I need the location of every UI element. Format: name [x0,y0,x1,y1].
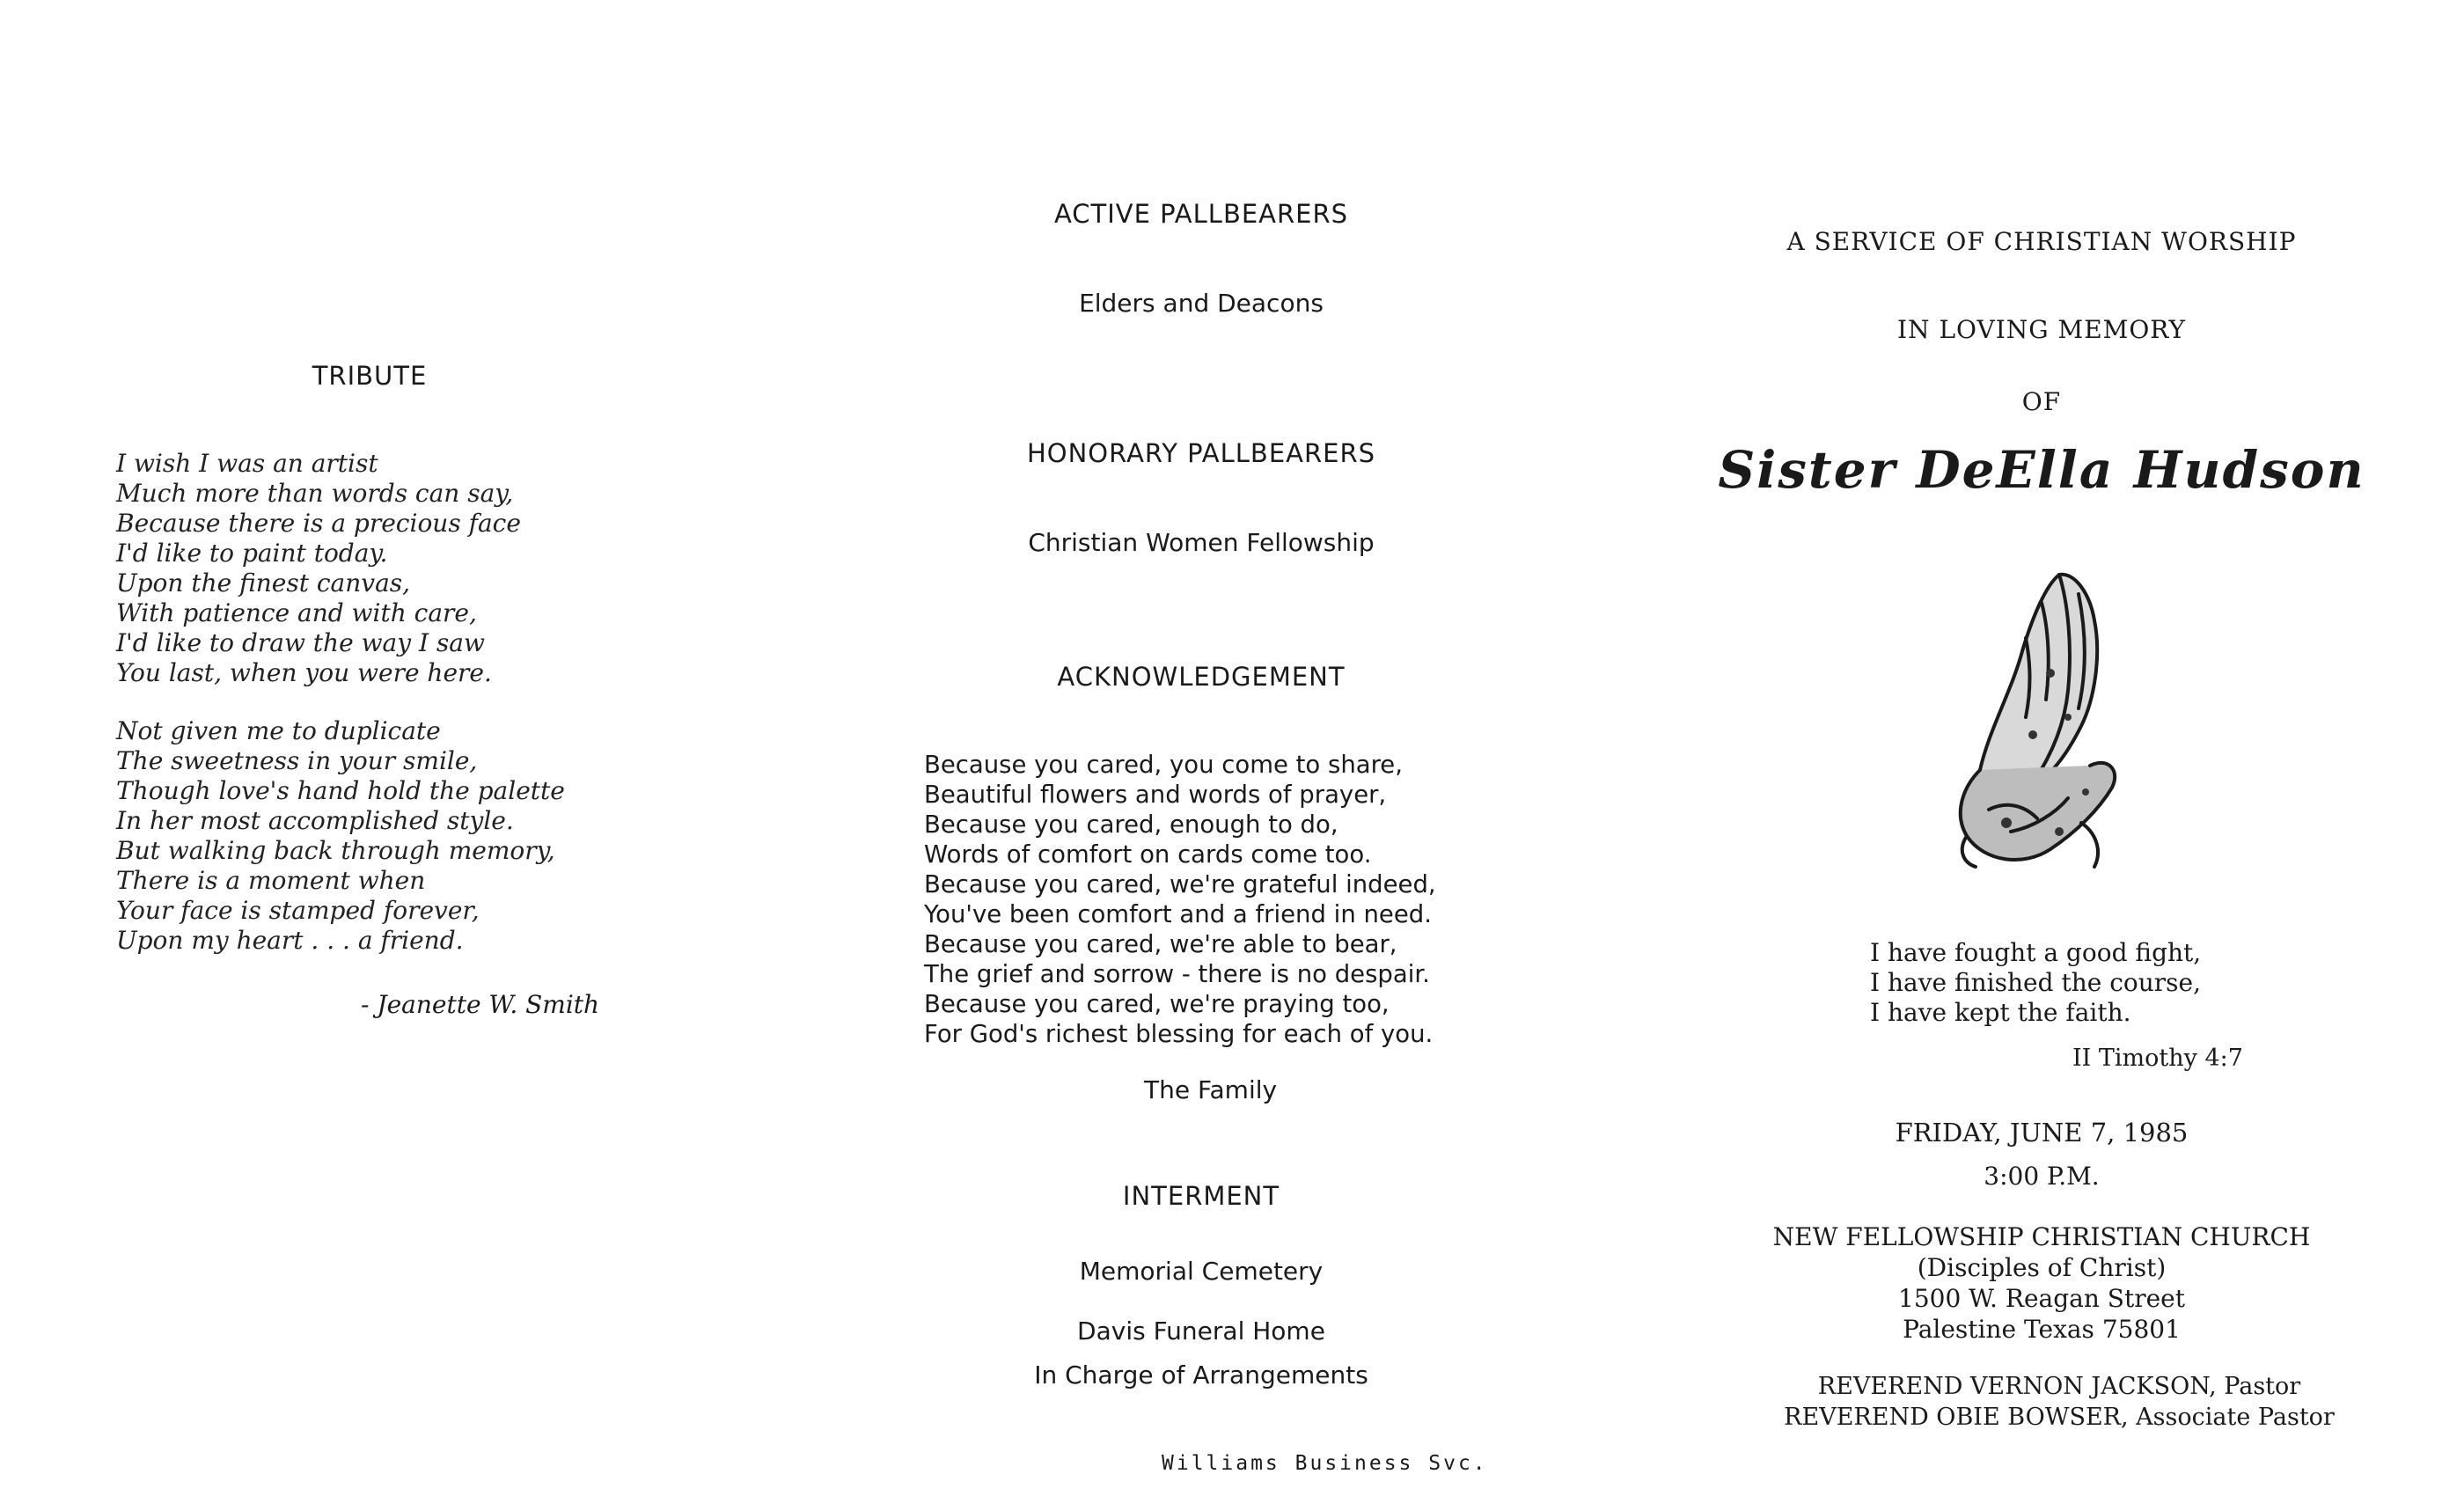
acknowledgement-line: Because you cared, we're grateful indeed, [924,870,1436,898]
tribute-title: TRIBUTE [312,361,428,391]
acknowledgement-text [924,750,1593,1049]
praying-hands-icon [1927,568,2156,876]
service-title: A SERVICE OF CHRISTIAN WORSHIP [1786,227,2297,256]
poem-attribution: - Jeanette W. Smith [361,990,600,1019]
poem-line: Much more than words can say, [116,479,514,508]
interment-heading: INTERMENT [1122,1181,1280,1211]
church-name: NEW FELLOWSHIP CHRISTIAN CHURCH [1772,1222,2311,1251]
service-time: 3:00 P.M. [1984,1162,2100,1191]
honorary-pallbearers-heading: HONORARY PALLBEARERS [1026,438,1376,468]
acknowledgement-line: Because you cared, we're praying too, [924,990,1390,1018]
tribute-panel [0,0,792,1496]
acknowledgement-line: Beautiful flowers and words of prayer, [924,781,1387,809]
stanza-gap [116,688,732,716]
poem-line: In her most accomplished style. [116,806,514,835]
pastor-line: REVEREND VERNON JACKSON, Pastor [1817,1373,2301,1400]
poem-line: Because there is a precious face [116,509,521,538]
poem-line: Upon my heart . . . a friend. [116,926,464,955]
acknowledgement-line: For God's richest blessing for each of you. [924,1020,1434,1048]
cover-panel [1672,0,2464,1496]
acknowledgement-signature: The Family [1144,1075,1278,1104]
poem-line: I'd like to paint today. [116,539,388,568]
verse-line: I have kept the faith. [1870,998,2131,1027]
verse-line: I have fought a good fight, [1870,938,2202,967]
pastors [1751,1371,2367,1433]
verse-line: I have finished the course, [1870,968,2201,997]
scripture-verse [1870,938,2201,1028]
poem-line: I wish I was an artist [116,449,378,478]
poem-line: With patience and with care, [116,598,477,627]
associate-pastor-line: REVEREND OBIE BOWSER, Associate Pastor [1784,1404,2335,1431]
deceased-name: Sister DeElla Hudson [1718,440,2365,500]
loving-memory: IN LOVING MEMORY [1896,315,2186,344]
service-date: FRIDAY, JUNE 7, 1985 [1895,1118,2189,1148]
program-panel [792,0,1610,1496]
poem-line: Your face is stamped forever, [116,896,480,925]
poem-line: Though love's hand hold the palette [116,776,565,805]
poem-line: Not given me to duplicate [116,716,441,745]
church-street: 1500 W. Reagan Street [1898,1284,2185,1313]
acknowledgement-line: Because you cared, we're able to bear, [924,930,1397,958]
arrangements-note: In Charge of Arrangements [1034,1360,1368,1390]
of-label: OF [2021,387,2062,416]
poem-line: The sweetness in your smile, [116,746,478,775]
poem-line: Upon the finest canvas, [116,568,411,598]
acknowledgement-heading: ACKNOWLEDGEMENT [1057,662,1346,692]
printer-credit: Williams Business Svc. [1162,1452,1488,1475]
poem-line: There is a moment when [116,866,426,895]
interment-place: Memorial Cemetery [1079,1257,1324,1286]
church-address [1672,1221,2411,1345]
funeral-home: Davis Funeral Home [1077,1316,1325,1346]
acknowledgement-line: Because you cared, enough to do, [924,810,1338,839]
active-pallbearers-heading: ACTIVE PALLBEARERS [1053,199,1349,229]
poem-line: I'd like to draw the way I saw [116,628,485,657]
active-pallbearers: Elders and Deacons [1079,289,1324,318]
poem-line: But walking back through memory, [116,836,555,865]
acknowledgement-line: You've been comfort and a friend in need. [924,900,1432,928]
church-city: Palestine Texas 75801 [1903,1315,2181,1344]
acknowledgement-line: Because you cared, you come to share, [924,751,1403,779]
acknowledgement-line: The grief and sorrow - there is no despair. [924,960,1430,988]
verse-reference: II Timothy 4:7 [2072,1045,2243,1072]
honorary-pallbearers: Christian Women Fellowship [1028,528,1375,557]
poem-line: You last, when you were here. [116,658,492,687]
church-affiliation: (Disciples of Christ) [1917,1253,2167,1282]
acknowledgement-line: Words of comfort on cards come too. [924,840,1372,869]
tribute-poem [116,449,732,956]
